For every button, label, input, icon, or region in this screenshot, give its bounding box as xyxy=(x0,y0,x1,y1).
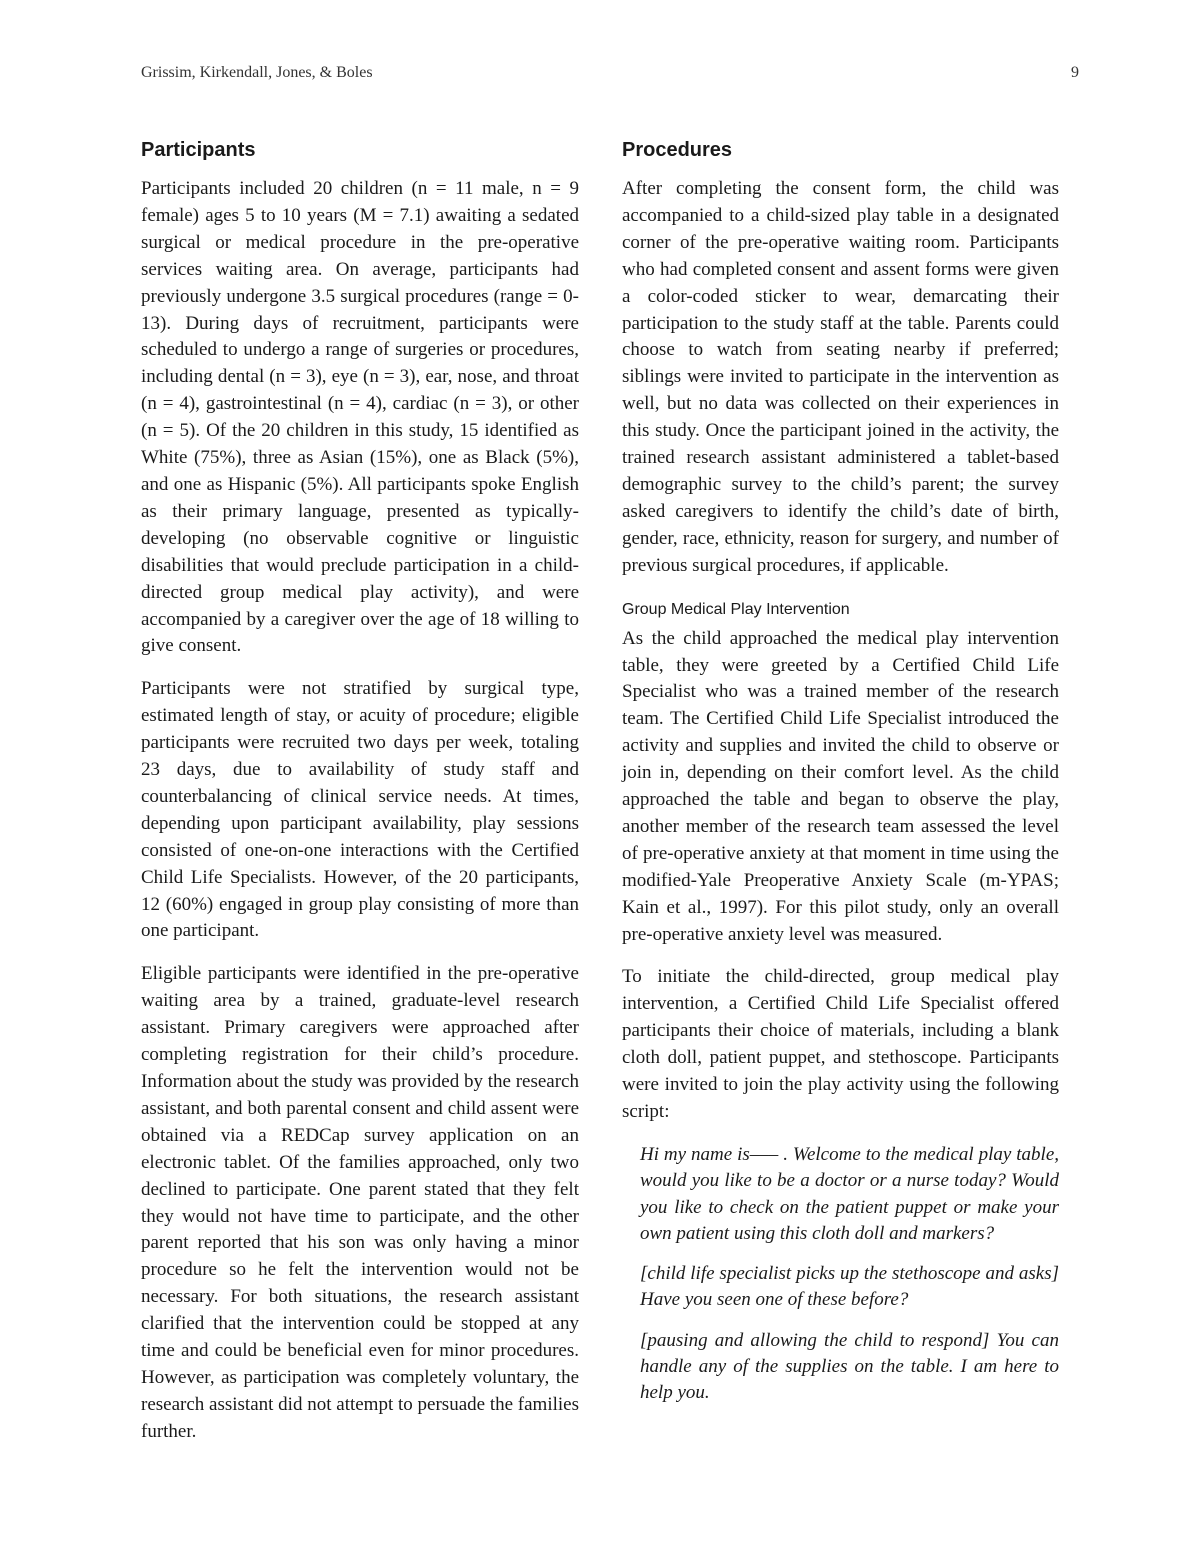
procedures-heading: Procedures xyxy=(622,139,733,161)
script-quote-3: [pausing and allowing the child to respond] You can handle any of the supplies on the table. I am here to help you. xyxy=(640,1329,1059,1404)
procedures-paragraph: After completing the consent form, the child was accompanied to a child-sized play table in a designated corner of the pre-operative waiting room. Participants who had completed consent and assent forms were given a color-coded sticker to wear, demarcating their participation to the study staff at the table. Parents could choose to watch from seating nearby if preferred; siblings were invited to participate in the intervention as well, but no data was collected on their experiences in this study. Once the participant joined in the activity, the trained research assistant administered a tablet-based demographic survey to the child’s parent; the survey asked caregivers to identify the child’s date of birth, gender, race, ethnicity, reason for surgery, and number of previous surgical procedures, if applicable. xyxy=(622,178,1059,576)
running-head xyxy=(141,64,1079,88)
script-quote-block xyxy=(622,1142,1059,1407)
page-number: 9 xyxy=(1071,64,1079,81)
intervention-subheading: Group Medical Play Intervention xyxy=(622,600,850,618)
running-head-authors: Grissim, Kirkendall, Jones, & Boles xyxy=(141,64,373,81)
participants-paragraph-3: Eligible participants were identified in the pre-operative waiting area by a trained, graduate-level research assistant. Primary caregivers were approached after completing registration for their child’s procedure. Information about the study was provided by the research assistant, and both parental consent and child assent were obtained via a REDCap survey application on an electronic tablet. Of the families approached, only two declined to participate. One parent stated that they felt they would not have time to participate, and the other parent reported that his son was only having a minor procedure so he felt the intervention would not be necessary. For both situations, the research assistant clarified that the intervention could be stopped at any time and could be beneficial even for minor procedures. However, as participation was completely voluntary, the research assistant did not attempt to persuade the families further. xyxy=(141,963,579,1442)
intervention-paragraph-2: To initiate the child-directed, group medical play intervention, a Certified Child Life Specialist offered participants their choice of materials, including a blank cloth doll, patient puppet, and stethoscope. Participants were invited to join the play activity using the following script: xyxy=(622,966,1059,1122)
script-quote-1: Hi my name is––– . Welcome to the medical play table, would you like to be a doctor or a nurse today? Would you like to check on the patient puppet or make your own patient using this cloth doll and markers? xyxy=(640,1143,1059,1244)
participants-paragraph-1: Participants included 20 children (n = 11 male, n = 9 female) ages 5 to 10 years (M = 7.1) awaiting a sedated surgical or medical procedure in the pre-operative services waiting area. On average, participants had previously undergone 3.5 surgical procedures (range = 0-13). During days of recruitment, participants were scheduled to undergo a range of surgeries or procedures, including dental (n = 3), eye (n = 3), ear, nose, and throat (n = 4), gastrointestinal (n = 4), cardiac (n = 3), or other (n = 5). Of the 20 children in this study, 15 identified as White (75%), three as Asian (15%), one as Black (5%), and one as Hispanic (5%). All participants spoke English as their primary language, presented as typically-developing (no observable cognitive or linguistic disabilities that would preclude participation in a child-directed group medical play activity), and were accompanied by a caregiver over the age of 18 willing to give consent. xyxy=(141,178,579,657)
left-column xyxy=(141,136,579,1462)
script-quote-2: [child life specialist picks up the stethoscope and asks] Have you seen one of these before? xyxy=(640,1263,1059,1311)
intervention-paragraph-1: As the child approached the medical play intervention table, they were greeted by a Certified Child Life Specialist who was a trained member of the research team. The Certified Child Life Specialist introduced the activity and supplies and invited the child to observe or join in, depending on their comfort level. As the child approached the table and began to observe the play, another member of the research team assessed the level of pre-operative anxiety at that moment in time using the modified-Yale Preoperative Anxiety Scale (m-YPAS; Kain et al., 1997). For this pilot study, only an overall pre-operative anxiety level was measured. xyxy=(622,627,1059,945)
participants-heading: Participants xyxy=(141,139,256,161)
right-column xyxy=(622,136,1059,1421)
participants-paragraph-2: Participants were not stratified by surgical type, estimated length of stay, or acuity of procedure; eligible participants were recruited two days per week, totaling 23 days, due to availability of study staff and counterbalancing of clinical service needs. At times, depending upon participant availability, play sessions consisted of one-on-one interactions with the Certified Child Life Specialists. However, of the 20 participants, 12 (60%) engaged in group play consisting of more than one participant. xyxy=(141,678,579,942)
